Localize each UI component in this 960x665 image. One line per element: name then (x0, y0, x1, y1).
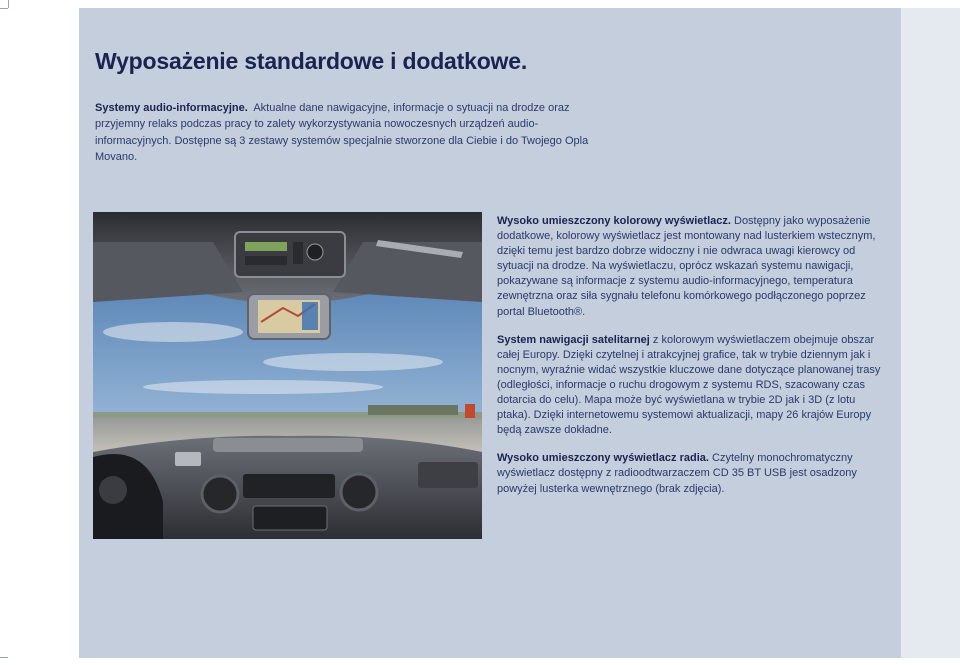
crop-mark-top-left (0, 8, 8, 9)
brochure-page (79, 8, 901, 658)
section-text: z kolorowym wyświetlaczem obejmuje obszar całej Europy. Dzięki czytelnej i atrakcyjnej grafice, tak w trybie dziennym jak i nocnym, wyraźnie widać wszystkie kluczowe dane dotyczące planowanej trasy (odległości, informacje o ruchu drogowym z systemu RDS, szacowany czas dotarcia do celu). Mapa może być wyświetlana w trybie 2D jak i 3D (z lotu ptaka). Dzięki internetowemu systemowi aktualizacji, mapy 26 krajów Europy będą zawsze dokładne. (497, 333, 881, 437)
intro-heading: Systemy audio-informacyjne. (95, 102, 248, 114)
section-heading: Wysoko umieszczony wyświetlacz radia. (497, 452, 709, 465)
page-title: Wyposażenie standardowe i dodatkowe. (95, 48, 528, 74)
section-text: Czytelny monochromatyczny wyświetlacz dostępny z radioodtwarzaczem CD 35 BT USB jest osadzony powyżej lusterka wewnętrznego (brak zdjęcia). (497, 452, 857, 495)
crop-mark-bottom-left (0, 657, 8, 658)
section-satellite-navigation (497, 333, 889, 439)
dashboard-photo (93, 212, 482, 539)
section-radio-display (497, 451, 889, 496)
facing-page-edge (901, 8, 960, 658)
section-high-color-display (497, 214, 889, 320)
right-text-column (497, 214, 889, 510)
section-text: Dostępny jako wyposażenie dodatkowe, kolorowy wyświetlacz jest montowany nad lusterkiem wstecznym, dzięki temu jest bardzo dobrze widoczny i nie odwraca uwagi kierowcy od sytuacji na drodze. Na wyświetlaczu, oprócz wskazań systemu nawigacji, pokazywane są informacje z systemu audio-informacyjnego, temperatura zewnętrzna oraz siła sygnału telefonu komórkowego podłączonego poprzez portal Bluetooth®. (497, 215, 876, 318)
intro-paragraph (95, 100, 605, 165)
dashboard-illustration (93, 212, 482, 539)
section-heading: Wysoko umieszczony kolorowy wyświetlacz. (497, 215, 731, 227)
section-heading: System nawigacji satelitarnej (497, 333, 650, 346)
intro-text: Aktualne dane nawigacyjne, informacje o sytuacji na drodze oraz przyjemny relaks podczas pracy to zalety wykorzystywania nowoczesnych urządzeń audio-informacyjnych. Dostępne są 3 zestawy systemów specjalnie stworzone dla Ciebie i do Twojego Opla Movano. (95, 102, 589, 163)
crop-mark-left (8, 0, 9, 8)
